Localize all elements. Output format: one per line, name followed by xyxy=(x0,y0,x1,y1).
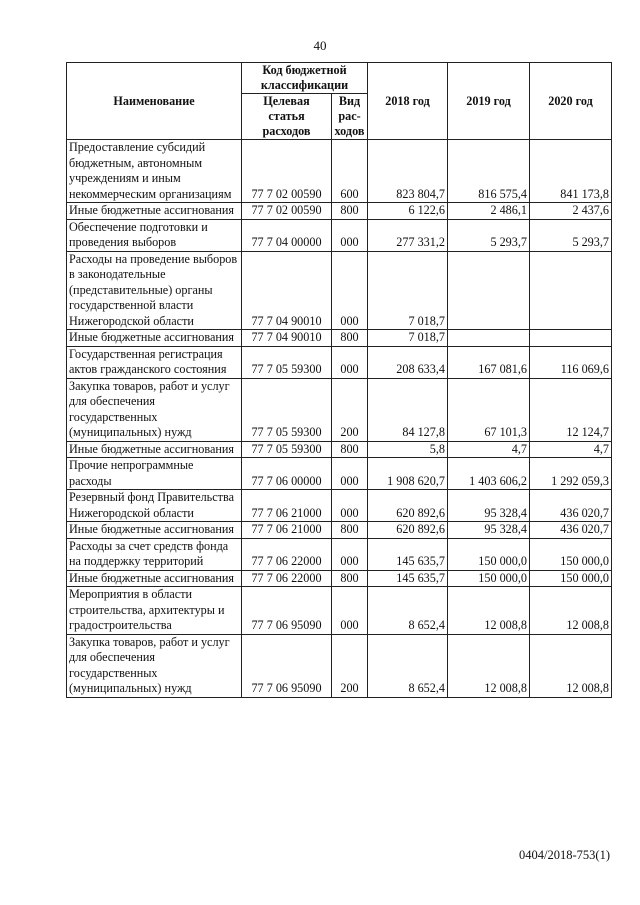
row-value-2020: 12 008,8 xyxy=(530,634,612,697)
row-code: 77 7 06 00000 xyxy=(242,458,332,490)
row-name: Расходы на проведение выборов в законодательные (представительные) органы государственной власти Нижегородской области xyxy=(67,251,242,330)
table-row xyxy=(67,490,612,522)
row-code: 77 7 04 90010 xyxy=(242,330,332,347)
row-name: Иные бюджетные ассигнования xyxy=(67,330,242,347)
budget-table xyxy=(66,62,612,698)
table-row xyxy=(67,140,612,203)
table-row xyxy=(67,219,612,251)
row-code: 77 7 06 95090 xyxy=(242,587,332,635)
row-value-2019: 4,7 xyxy=(448,441,530,458)
header-expense-type: Вид рас-ходов xyxy=(332,94,368,140)
row-code: 77 7 05 59300 xyxy=(242,346,332,378)
row-value-2020: 12 124,7 xyxy=(530,378,612,441)
row-value-2020: 841 173,8 xyxy=(530,140,612,203)
row-expense-type: 800 xyxy=(332,203,368,220)
row-value-2019: 150 000,0 xyxy=(448,570,530,587)
row-value-2018: 5,8 xyxy=(368,441,448,458)
row-value-2018: 7 018,7 xyxy=(368,330,448,347)
row-expense-type: 000 xyxy=(332,587,368,635)
row-expense-type: 200 xyxy=(332,378,368,441)
table-body xyxy=(67,140,612,698)
row-value-2019 xyxy=(448,330,530,347)
header-2019: 2019 год xyxy=(448,63,530,140)
row-value-2020: 4,7 xyxy=(530,441,612,458)
document-code: 0404/2018-753(1) xyxy=(519,848,610,862)
table-row xyxy=(67,378,612,441)
row-value-2020: 12 008,8 xyxy=(530,587,612,635)
row-value-2020: 2 437,6 xyxy=(530,203,612,220)
row-value-2018: 145 635,7 xyxy=(368,570,448,587)
row-value-2019: 5 293,7 xyxy=(448,219,530,251)
row-value-2019: 67 101,3 xyxy=(448,378,530,441)
row-value-2020: 436 020,7 xyxy=(530,490,612,522)
row-name: Иные бюджетные ассигнования xyxy=(67,441,242,458)
row-value-2018: 8 652,4 xyxy=(368,634,448,697)
row-expense-type: 200 xyxy=(332,634,368,697)
row-name: Обеспечение подготовки и проведения выборов xyxy=(67,219,242,251)
row-code: 77 7 04 90010 xyxy=(242,251,332,330)
row-name: Предоставление субсидий бюджетным, автономным учреждениям и иным некоммерческим организациям xyxy=(67,140,242,203)
row-value-2019: 12 008,8 xyxy=(448,634,530,697)
table-row xyxy=(67,330,612,347)
table-row xyxy=(67,346,612,378)
row-value-2018: 620 892,6 xyxy=(368,522,448,539)
row-expense-type: 000 xyxy=(332,346,368,378)
row-expense-type: 000 xyxy=(332,490,368,522)
row-value-2019: 1 403 606,2 xyxy=(448,458,530,490)
row-value-2019: 150 000,0 xyxy=(448,538,530,570)
header-2018: 2018 год xyxy=(368,63,448,140)
row-value-2019: 95 328,4 xyxy=(448,490,530,522)
row-value-2020: 150 000,0 xyxy=(530,570,612,587)
row-name: Иные бюджетные ассигнования xyxy=(67,203,242,220)
row-value-2019: 95 328,4 xyxy=(448,522,530,539)
row-value-2018: 145 635,7 xyxy=(368,538,448,570)
row-value-2019: 2 486,1 xyxy=(448,203,530,220)
row-value-2020: 116 069,6 xyxy=(530,346,612,378)
table-row xyxy=(67,458,612,490)
row-value-2018: 7 018,7 xyxy=(368,251,448,330)
row-value-2018: 208 633,4 xyxy=(368,346,448,378)
row-value-2020 xyxy=(530,251,612,330)
row-expense-type: 000 xyxy=(332,219,368,251)
row-name: Закупка товаров, работ и услуг для обеспечения государственных (муниципальных) нужд xyxy=(67,634,242,697)
row-code: 77 7 06 22000 xyxy=(242,538,332,570)
row-code: 77 7 02 00590 xyxy=(242,140,332,203)
row-expense-type: 000 xyxy=(332,458,368,490)
table-row xyxy=(67,570,612,587)
row-name: Прочие непрограммные расходы xyxy=(67,458,242,490)
row-value-2019: 816 575,4 xyxy=(448,140,530,203)
row-value-2018: 8 652,4 xyxy=(368,587,448,635)
header-row xyxy=(67,63,612,94)
row-expense-type: 800 xyxy=(332,441,368,458)
row-value-2019: 12 008,8 xyxy=(448,587,530,635)
header-name: Наименование xyxy=(67,63,242,140)
row-value-2018: 1 908 620,7 xyxy=(368,458,448,490)
row-value-2018: 620 892,6 xyxy=(368,490,448,522)
row-name: Резервный фонд Правительства Нижегородской области xyxy=(67,490,242,522)
row-value-2019 xyxy=(448,251,530,330)
table-row xyxy=(67,522,612,539)
row-expense-type: 000 xyxy=(332,538,368,570)
row-code: 77 7 06 21000 xyxy=(242,522,332,539)
row-name: Иные бюджетные ассигнования xyxy=(67,570,242,587)
table-row xyxy=(67,441,612,458)
row-name: Расходы за счет средств фонда на поддержку территорий xyxy=(67,538,242,570)
table-row xyxy=(67,634,612,697)
row-code: 77 7 04 00000 xyxy=(242,219,332,251)
table-row xyxy=(67,251,612,330)
row-value-2018: 84 127,8 xyxy=(368,378,448,441)
row-value-2020: 150 000,0 xyxy=(530,538,612,570)
row-value-2018: 823 804,7 xyxy=(368,140,448,203)
row-expense-type: 800 xyxy=(332,522,368,539)
row-value-2019: 167 081,6 xyxy=(448,346,530,378)
table-row xyxy=(67,538,612,570)
row-expense-type: 600 xyxy=(332,140,368,203)
row-name: Иные бюджетные ассигнования xyxy=(67,522,242,539)
row-code: 77 7 06 95090 xyxy=(242,634,332,697)
page-number: 40 xyxy=(313,38,327,53)
row-name: Государственная регистрация актов гражданского состояния xyxy=(67,346,242,378)
row-code: 77 7 02 00590 xyxy=(242,203,332,220)
table-row xyxy=(67,587,612,635)
row-value-2018: 6 122,6 xyxy=(368,203,448,220)
row-expense-type: 800 xyxy=(332,330,368,347)
header-code-group: Код бюджетной классификации xyxy=(242,63,368,94)
header-target-article: Целевая статья расходов xyxy=(242,94,332,140)
row-value-2020: 5 293,7 xyxy=(530,219,612,251)
row-code: 77 7 05 59300 xyxy=(242,441,332,458)
row-code: 77 7 06 21000 xyxy=(242,490,332,522)
row-value-2020: 436 020,7 xyxy=(530,522,612,539)
row-expense-type: 000 xyxy=(332,251,368,330)
header-2020: 2020 год xyxy=(530,63,612,140)
table-row xyxy=(67,203,612,220)
row-value-2020 xyxy=(530,330,612,347)
row-code: 77 7 05 59300 xyxy=(242,378,332,441)
row-value-2018: 277 331,2 xyxy=(368,219,448,251)
row-name: Закупка товаров, работ и услуг для обеспечения государственных (муниципальных) нужд xyxy=(67,378,242,441)
row-code: 77 7 06 22000 xyxy=(242,570,332,587)
row-value-2020: 1 292 059,3 xyxy=(530,458,612,490)
row-expense-type: 800 xyxy=(332,570,368,587)
row-name: Мероприятия в области строительства, архитектуры и градостроительства xyxy=(67,587,242,635)
